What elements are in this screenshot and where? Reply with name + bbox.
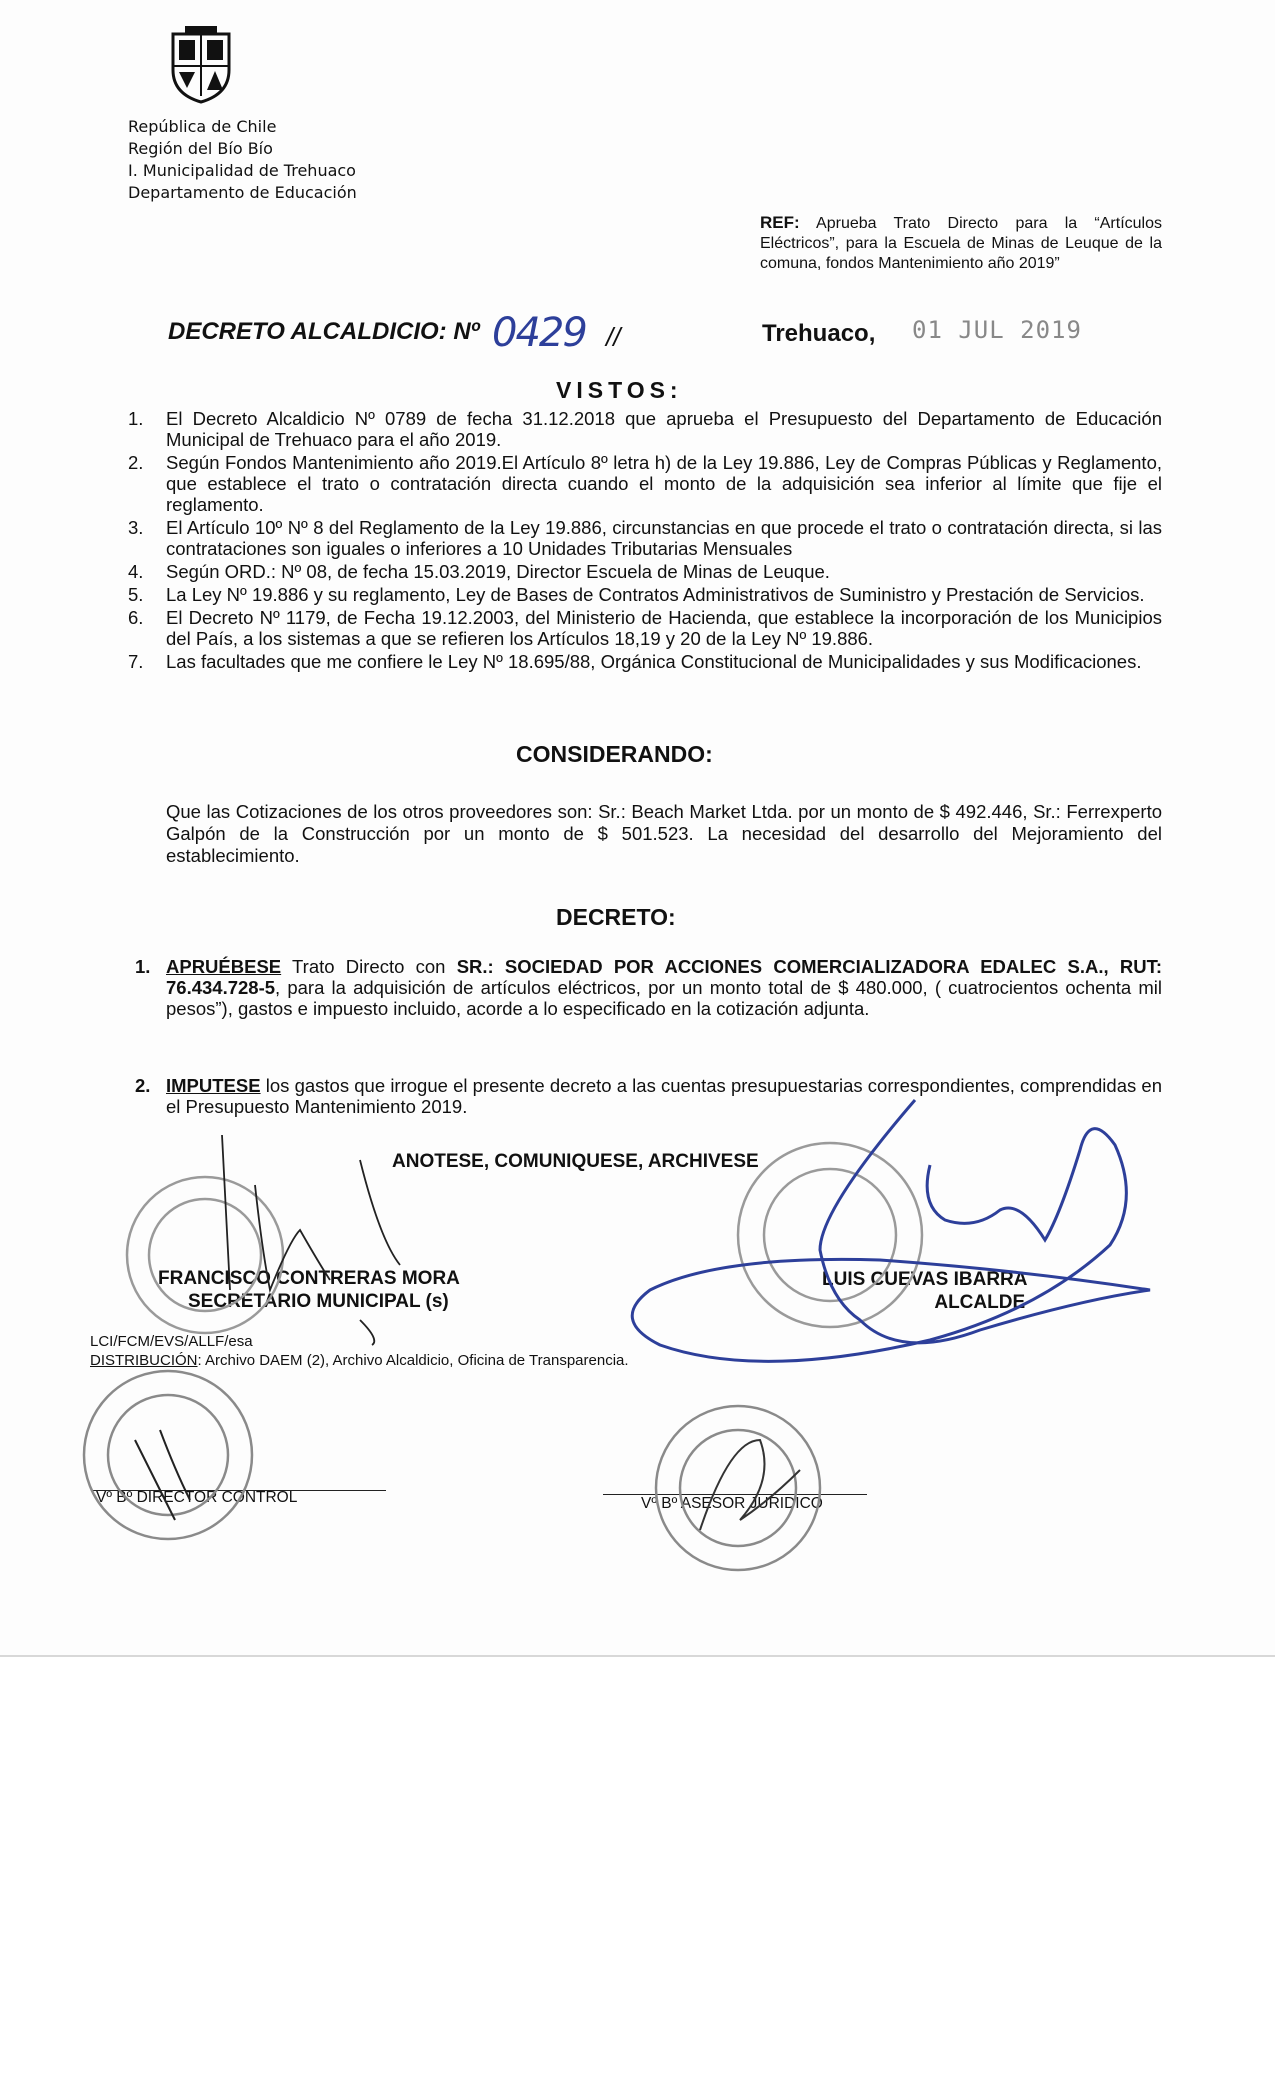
item-text: La Ley Nº 19.886 y su reglamento, Ley de Bases de Contratos Administrativos de Suministro y Prestación de Servicios. (166, 584, 1145, 605)
item-text: Según Fondos Mantenimiento año 2019.El Artículo 8º letra h) de la Ley 19.886, Ley de Compras Públicas y Reglamento, que establece el trato o contratación directa cuando el monto de la adquisición sea inferior al límite que fije el reglamento. (166, 452, 1162, 515)
considerando-title: CONSIDERANDO: (516, 741, 713, 767)
institution-line: República de Chile (128, 117, 277, 136)
municipal-crest-icon (165, 24, 237, 104)
vistos-item (128, 517, 1162, 559)
author-initials: LCI/FCM/EVS/ALLF/esa (90, 1333, 253, 1350)
ref-label: REF: (760, 213, 800, 232)
approval-legal-advisor: Vº Bº ASESOR JURIDICO (641, 1495, 823, 1512)
considerando-text: Que las Cotizaciones de los otros proveedores son: Sr.: Beach Market Ltda. por un monto de $ 492.446, Sr.: Ferrexperto Galpón de la Construcción por un monto de $ 501.523. La necesidad del desarrollo del Mejoramiento del establecimiento. (166, 801, 1162, 866)
institution-line: I. Municipalidad de Trehuaco (128, 161, 356, 180)
article-text (166, 1075, 1162, 1117)
item-number: 1. (128, 408, 144, 429)
article-number: 1. (135, 956, 151, 977)
vistos-item (128, 408, 1162, 450)
handwritten-signature-mayor (632, 1100, 1150, 1361)
vistos-item (128, 651, 1162, 672)
item-number: 5. (128, 584, 144, 605)
institution-header (128, 116, 357, 204)
article-text-body: los gastos que irrogue el presente decreto a las cuentas presupuestarias correspondientes, comprendidas en el Presupuesto Mantenimiento 2019. (166, 1075, 1162, 1117)
item-number: 7. (128, 651, 144, 672)
vistos-title: VISTOS: (556, 377, 683, 403)
article-number: 2. (135, 1075, 151, 1096)
item-number: 6. (128, 607, 144, 628)
item-text: El Decreto Nº 1179, de Fecha 19.12.2003, del Ministerio de Hacienda, que establece la incorporación de los Municipios del País, a los sistemas a que se refieren los Artículos 18,19 y 20 de la Ley Nº 19.886. (166, 607, 1162, 649)
supplier-name: SR.: SOCIEDAD POR ACCIONES COMERCIALIZADORA EDALEC S.A., RUT: 76.434.728-5 (166, 956, 1162, 998)
article-text-b: , para la adquisición de artículos eléctricos, por un monto total de $ 480.000, ( cuatrocientos ochenta mil pesos”), gastos e impuesto incluido, acorde a lo especificado en la cotización adjunta. (166, 977, 1162, 1019)
institution-line: Región del Bío Bío (128, 139, 273, 158)
handwritten-signature-legal (700, 1440, 800, 1530)
seal-stamp-legal (656, 1406, 820, 1570)
seal-stamp-control (84, 1371, 252, 1539)
decree-place: Trehuaco, (762, 320, 876, 347)
vistos-item (128, 561, 1162, 582)
closing-formula: ANOTESE, COMUNIQUESE, ARCHIVESE (392, 1151, 759, 1172)
approval-director-control: Vº Bº DIRECTOR CONTROL (96, 1489, 298, 1506)
handwritten-signature-secretary (222, 1135, 400, 1345)
signer-name: FRANCISCO CONTRERAS MORA (158, 1268, 460, 1289)
item-number: 4. (128, 561, 144, 582)
article-keyword: IMPUTESE (166, 1075, 261, 1096)
date-stamp: 01 JUL 2019 (912, 316, 1082, 344)
vistos-item (128, 584, 1162, 605)
decree-number-slash: // (606, 322, 621, 352)
signature-block-mayor (822, 1268, 1028, 1314)
institution-line: Departamento de Educación (128, 183, 357, 202)
vistos-item (128, 452, 1162, 515)
decree-article-2 (135, 1075, 1162, 1117)
signer-role: SECRETARIO MUNICIPAL (s) (188, 1291, 449, 1312)
signer-role: ALCALDE (934, 1292, 1026, 1313)
article-text-a: Trato Directo con (281, 956, 457, 977)
article-keyword: APRUÉBESE (166, 956, 282, 977)
item-text: El Artículo 10º Nº 8 del Reglamento de la Ley 19.886, circunstancias en que procede el trato o contratación directa, si las contrataciones son iguales o inferiores a 10 Unidades Tributarias Mensuales (166, 517, 1162, 559)
ref-text: Aprueba Trato Directo para la “Artículos Eléctricos”, para la Escuela de Minas de Leuque de la comuna, fondos Mantenimiento año 2019” (760, 215, 1163, 272)
vistos-list (128, 408, 1162, 674)
signature-block-secretary (158, 1267, 460, 1313)
article-text (166, 956, 1162, 1019)
vistos-item (128, 607, 1162, 649)
item-text: El Decreto Alcaldicio Nº 0789 de fecha 31.12.2018 que aprueba el Presupuesto del Departamento de Educación Municipal de Trehuaco para el año 2019. (166, 408, 1162, 450)
item-number: 2. (128, 452, 144, 473)
distribution-line (90, 1352, 629, 1369)
item-text: Las facultades que me confiere le Ley Nº 18.695/88, Orgánica Constitucional de Municipalidades y sus Modificaciones. (166, 651, 1142, 672)
signer-name: LUIS CUEVAS IBARRA (822, 1269, 1028, 1290)
decree-article-1 (135, 956, 1162, 1019)
item-text: Según ORD.: Nº 08, de fecha 15.03.2019, Director Escuela de Minas de Leuque. (166, 561, 830, 582)
item-number: 3. (128, 517, 144, 538)
decree-number-label: DECRETO ALCALDICIO: Nº (168, 318, 480, 345)
distribution-text: : Archivo DAEM (2), Archivo Alcaldicio, Oficina de Transparencia. (197, 1352, 629, 1369)
decree-number-handwritten: 0429 (492, 310, 586, 356)
reference-block (760, 213, 1162, 274)
decreto-title: DECRETO: (556, 904, 676, 930)
distribution-label: DISTRIBUCIÓN (90, 1352, 198, 1369)
